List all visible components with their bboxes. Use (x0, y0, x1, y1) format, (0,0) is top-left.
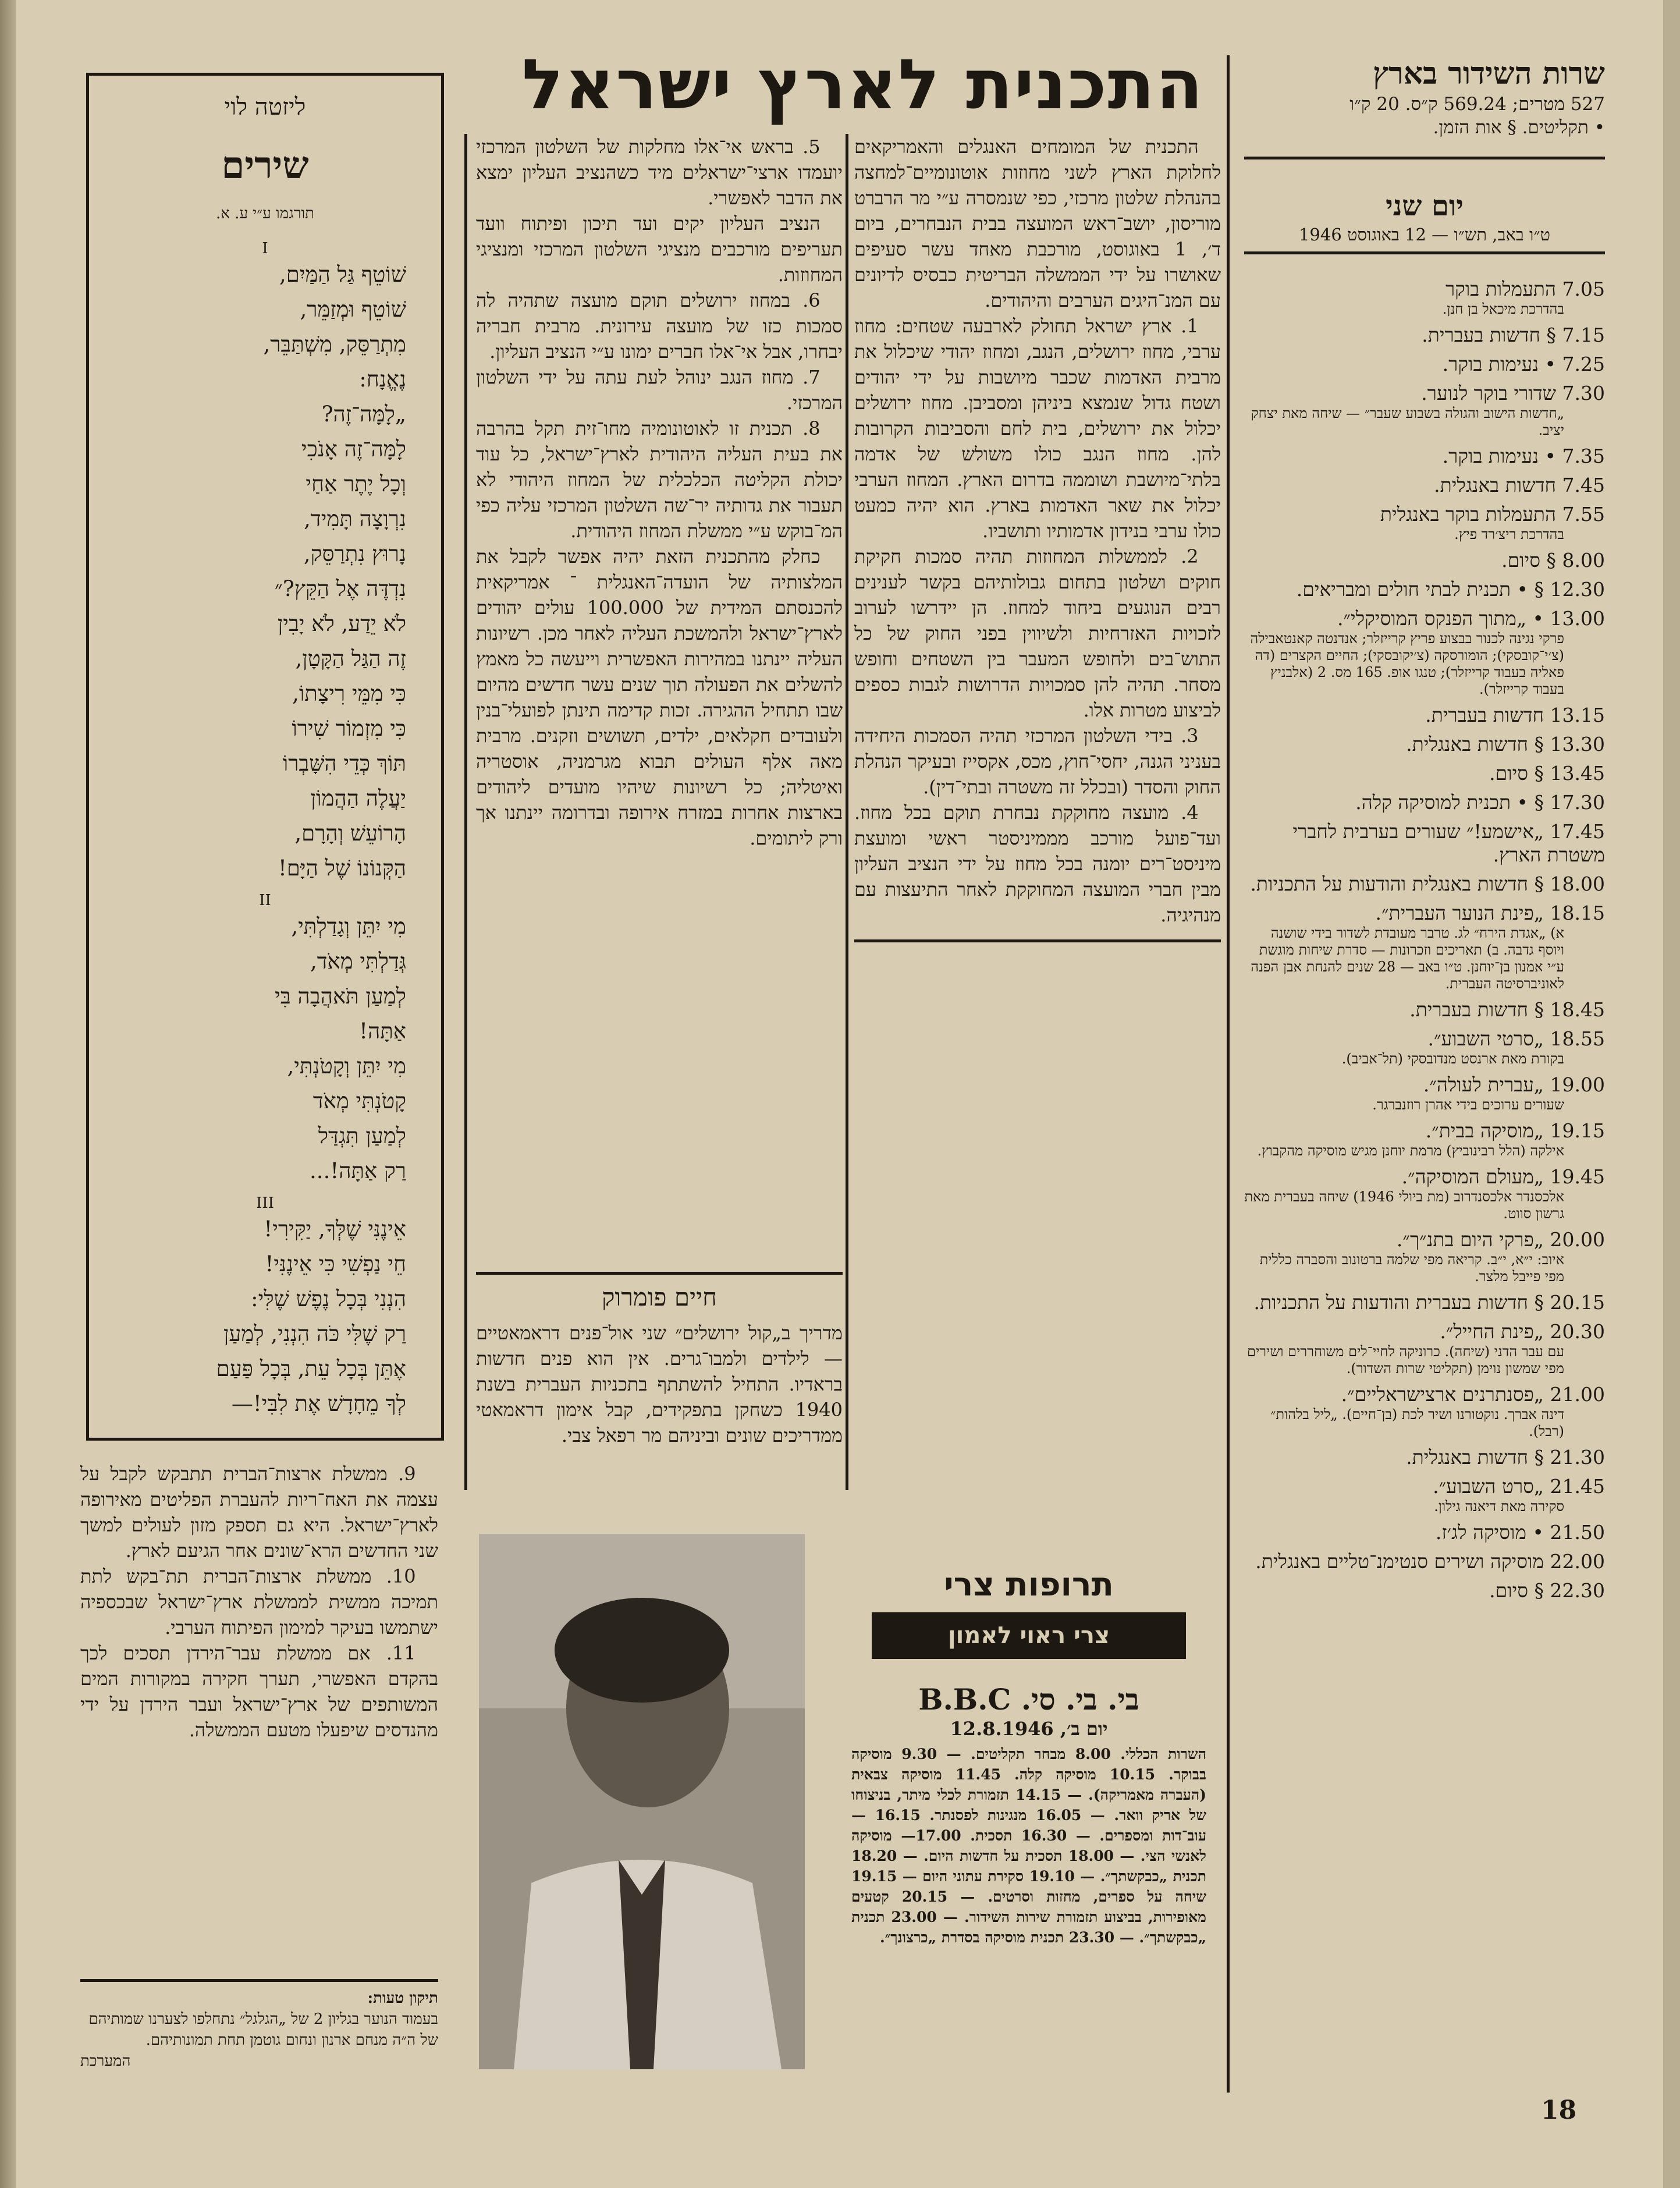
bio-text: מדריך ב„קול ירושלים״ שני אול־פנים דראמאטיים — לילדים ולמבו־גרים. אין הוא פנים חדשות בראדיו. התחיל להשתתף בתכניות העברית בשנת 1940 כשחקן בתפקידים, קבל אימון דראמאטי ממדריכים שונים וביניהם מר רפאל צבי. (476, 1322, 843, 1446)
schedule-item-title: 22.30 § סיום. (1489, 1579, 1605, 1602)
schedule-item-title: 18.00 § חדשות באנגלית והודעות על התכניות. (1250, 873, 1605, 895)
article-paragraph: 1. ארץ ישראל תחולק לארבעה שטחים: מחוז ערבי, מחוז ירושלים, הנגב, ומחוז יהודי שיכלול את מרבית האדמות שכבר מיושבות על ידי יהודים ושטח גדול שנמצא ביניהן ומסביבן. מחוז ירושלים יכלול את ירושלים, בית לחם והסביבות הקרובות להן. מחוז הנגב כולו משולש של אדמה בלתי־מיושבת ושוממה בדרום הארץ. המחוז הערבי יכלול את שאר האדמות בארץ. הוא יהיה כמעט כולו ערבי בנידון אדמותיו ותושביו. (854, 315, 1221, 542)
poem-line: הַקְּנוֹנוֹ שֶׁל הַיָּם! (278, 856, 406, 881)
service-legend: • תקליטים. § אות הזמן. (1433, 117, 1605, 138)
article-paragraph: כחלק מהתכנית הזאת יהיה אפשר לקבל את המלצותיה של הועדה־האנגלית ־ אמריקאית להכנסתם המידית של 100.000 עולים יהודים לארץ־ישראל ולהמשכת העליה לאחר מכן. רשיונות העליה יינתנו במהירות האפשרית וייעשה כל מאמץ להשלים את הפעולה תוך שנים עשר חדשים מהיום שבו תתחיל ההגירה. זכות קדימה תינתן לפועלי־בנין ולעובדים חקלאים, ילדים, תשושים וזקנים. מרבית מאה אלף העולים תבוא מגרמניה, אוסטריה ואיטליה; כל רשיונות שיהיו מועדים ליהודים בארצות אחרות במזרח אירופה ובדרומה יינתנו אך ורק ליתומים. (476, 545, 843, 849)
poem-title: שירים (221, 144, 309, 187)
schedule-item (1244, 1550, 1605, 1573)
schedule-item (1244, 1475, 1605, 1515)
schedule-item (1244, 762, 1605, 785)
poem-box (86, 73, 444, 1441)
poem-line: אֶתֵּן בְּכָל עֵת, בְּכָל פַּעַם (216, 1356, 406, 1381)
poem-line: וְכָל יֶתֶר אַחַי (306, 471, 406, 497)
schedule-item (1244, 1073, 1605, 1113)
schedule-item-title: 17.45 „אישמע!״ שעורים בערבית לחברי משטרת הארץ. (1292, 820, 1605, 866)
schedule-item (1244, 873, 1605, 896)
article-column-1 (854, 134, 1221, 942)
divider (80, 1979, 438, 1982)
newspaper-page (16, 0, 1663, 2188)
errata-title: תיקון טעות: (367, 1990, 438, 2007)
schedule-item (1244, 1119, 1605, 1159)
poem-line: „לָמָּה־זֶה? (321, 402, 406, 427)
schedule-item-title: 7.25 • נעימות בוקר. (1442, 353, 1605, 375)
schedule-item-title: 19.15 „מוסיקה בבית״. (1425, 1119, 1605, 1142)
poem-line: הִנְנִי בְּכָל נֶפֶשׁ שֶׁלִּי: (251, 1286, 406, 1311)
broadcast-schedule (1244, 55, 1605, 1608)
bio-box (476, 1272, 843, 1448)
poem-line: נֶאֱנָח: (359, 367, 406, 392)
poem-line: מִי יִתֵּן וְגָדַלְתִּי, (291, 914, 406, 939)
schedule-item-title: 13.30 § חדשות באנגלית. (1406, 733, 1605, 756)
day-date: ט״ו באב, תש״ו — 12 באוגוסט 1946 (1298, 225, 1551, 244)
schedule-item (1244, 1446, 1605, 1469)
schedule-item-title: 22.00 מוסיקה ושירים סנטימנ־טליים באנגלית. (1255, 1550, 1605, 1573)
schedule-item-title: 19.45 „מעולם המוסיקה״. (1401, 1165, 1605, 1188)
schedule-item-detail: איוב: י״א, י״ב. קריאה מפי שלמה ברטונוב והסברה כללית מפי פייבל מלצר. (1259, 1251, 1564, 1285)
schedule-item (1244, 1291, 1605, 1314)
article-paragraph: 11. אם ממשלת עבר־הירדן תסכים לכך בהקדם האפשרי, תערך חקירה במקורות המים המשותפים של ארץ־ישראל ועבר הירדן על ידי מהנדסים שיפעלו מטעם הממשלה. (80, 1642, 438, 1741)
article-paragraph: הנציב העליון יקים ועד תיכון ופיתוח וועד תעריפים מורכבים מנציגי השלטון המרכזי ומנציגי המחוזות. (476, 212, 843, 286)
schedule-item-title: 13.45 § סיום. (1489, 762, 1605, 785)
divider (854, 939, 1221, 942)
article-paragraph: 7. מחוז הנגב ינוהל לעת עתה על ידי השלטון המרכזי. (476, 366, 843, 414)
poem-line: נִדְדֶּה אֶל הַקֵּץ?״ (274, 576, 406, 601)
schedule-item (1244, 324, 1605, 347)
schedule-item-detail: סקירה מאת דיאנה גילון. (1434, 1498, 1564, 1515)
poem-line: לְמַעַן תֹּאהֲבָה בִּי (275, 984, 406, 1009)
poem-section-number: II (259, 892, 271, 909)
portrait-image (479, 1534, 805, 2069)
schedule-item-detail: „חדשות הישוב והגולה בשבוע שעבר״ — שיחה מאת יצחק יציב. (1251, 405, 1564, 438)
schedule-item (1244, 382, 1605, 439)
ad-brand: תרופות צרי (872, 1566, 1186, 1612)
schedule-list (1244, 278, 1605, 1602)
poem-line: רַק שֶׁלִּי כֹּה הִנְנִי, לְמַעַן (223, 1321, 406, 1346)
schedule-item (1244, 578, 1605, 601)
schedule-item-title: 18.45 § חדשות בעברית. (1409, 998, 1605, 1021)
column-rule (1227, 55, 1230, 2093)
poem-line: לְמַעַן תִּגְדַּל (318, 1123, 406, 1148)
schedule-item-title: 20.00 „פרקי היום בתנ״ך״. (1396, 1228, 1605, 1251)
poem-section-number: III (256, 1194, 274, 1212)
article-headline: התכנית לארץ ישראל (521, 44, 1205, 125)
article-paragraph: 3. בידי השלטון המרכזי תהיה הסמכות היחידה בעניני הגנה, יחסי־חוץ, מכס, אקסייז ובעיקר הנהלת החוק והסדר (ובכלל זה משטרה ובתי־דין). (854, 725, 1221, 798)
schedule-item (1244, 503, 1605, 543)
article-continuation (80, 1461, 438, 1743)
poem-line: הָרוֹעֵשׁ וְהָרָם, (294, 821, 406, 846)
schedule-item-title: 18.15 „פינת הנוער העברית״. (1375, 902, 1605, 924)
article-paragraph: התכנית של המומחים האנגלים והאמריקאים לחלוקת הארץ לשני מחוזות אוטונומיים־למחצה בהנהלת שלטון מרכזי, כפי שנמסרה ע״י מר הרברט מוריסון, יושב־ראש המועצה בבית הנבחרים, ביום ד׳, 1 באוגוסט, מורכבת מאחד עשר סעיפים שאושרו על ידי הממשלה הבריטית כבסיס לדיונים עם המנ־היגים הערבים והיהודים. (854, 136, 1221, 311)
schedule-item-title: 7.30 שדורי בוקר לנוער. (1421, 382, 1605, 405)
poem-line: מִתְרַסֵּק, מִשְׁתַּבֵּר, (263, 332, 406, 357)
schedule-item (1244, 1027, 1605, 1068)
divider (476, 1272, 843, 1275)
errata-signature: המערכת (80, 2052, 131, 2070)
poem-line: נָרוּץ נִתְרַסֵּק, (303, 541, 406, 566)
schedule-item-detail: בהדרכת ריצ׳רד פיץ. (1454, 526, 1564, 542)
ad-slogan: צרי ראוי לאמון (872, 1612, 1186, 1659)
schedule-item-detail: אילקה (הלל רבינוביץ) מרמת יוחנן מגיש מוסיקה מהקבוץ. (1257, 1143, 1564, 1159)
schedule-item (1244, 607, 1605, 698)
page-number: 18 (1541, 2095, 1577, 2125)
schedule-item (1244, 1383, 1605, 1440)
article-paragraph: 6. במחוז ירושלים תוקם מועצה שתהיה לה סמכות כזו של מועצה עירונית. מרבית חבריה יבחרו, אבל אי־אלו חברים ימונו ע״י הנציב העליון. (476, 289, 843, 363)
advertisement (872, 1566, 1186, 1671)
schedule-item (1244, 998, 1605, 1022)
schedule-item (1244, 1320, 1605, 1377)
schedule-item-detail: בהדרכת מיכאל בן חנן. (1442, 301, 1564, 317)
bbc-title: בי. בי. סי. B.B.C (918, 1682, 1139, 1717)
schedule-item-title: 7.05 התעמלות בוקר (1445, 278, 1605, 300)
article-paragraph: 8. תכנית זו לאוטונומיה מחו־זית תקל בהרבה את בעית העליה היהודית לארץ־ישראל, כל עוד יכולת הקליטה הכלכלית של המחוז היהודי לא תעבור את גדותיה יר־שה השלטון המרכזי עליה כפי המ־בוקש ע״י ממשלת המחוז היהודית. (476, 417, 843, 542)
schedule-item-detail: בקורת מאת ארנסט מנדובסקי (תל־אביב). (1341, 1051, 1564, 1067)
errata-text: בעמוד הנוער בגליון 2 של „הגלגל״ נתחלפו לצערנו שמותיהם של ה״ה מנחם ארנון ונחום גוטמן תחת תמונותיהם. (88, 2010, 438, 2049)
schedule-item-title: 21.50 • מוסיקה לג׳ז. (1435, 1521, 1605, 1544)
schedule-item-detail: פרקי נגינה לכנור בבצוע פריץ קרייזלר; אנדנטה קאנטאבילה (צ׳י־קובסקי); הומורסקה (צ׳יקובסקי); החיים הקצרים (דה פאליה בעבוד קרייזלר); טנגו אופ. 165 מס. 2 (אלבניץ בעבוד קרייזלר). (1250, 630, 1564, 697)
schedule-item-detail: שעורים ערוכים בידי אהרן רוזנברגר. (1372, 1097, 1564, 1113)
schedule-item (1244, 820, 1605, 867)
bio-name: חיים פומרוק (602, 1283, 717, 1311)
bbc-text: השרות הכללי. 8.00 מבחר תקליטים. — 9.30 מוסיקה בבוקר. 10.15 מוסיקה קלה. 11.45 מוסיקה צבאית (העברה מאמריקה). — 14.15 תזמורת לכלי מיתר, בניצוחו של אריק וואר. — 16.05 מנגינות לפסנתר. 16.15 — עוב־דות ומספרים. — 16.30 תסכית. 17.00— מוסיקה לאנשי הצי. — 18.00 תסכית על חדשות היום. — 18.20 תכנית „כבקשתך״. — 19.10 סקירת עתוני היום — 19.15 שיחה על ספרים, מחזות וסרטים. — 20.15 קטעים מאופירות, בביצוע תזמורת שירות השידור. — 23.00 תכנית „כבקשתך״. — 23.30 תכנית מוסיקה בסדרת „כרצונך״. (851, 1746, 1207, 1946)
poem-line: תּוֹךְ כְּדֵי הִשָּׁבְרוֹ (282, 751, 406, 776)
portrait-photo (479, 1534, 805, 2069)
schedule-item-title: 20.15 § חדשות בעברית והודעות על התכניות. (1253, 1291, 1605, 1314)
schedule-item (1244, 474, 1605, 497)
poem-line: קָטֹנְתִּי מְאֹד (312, 1088, 406, 1113)
divider (1244, 251, 1605, 254)
schedule-item (1244, 445, 1605, 468)
schedule-item-detail: א) „אגדת הירח״ לג. טרבר מעובדת לשדור בידי שושנה ויוסף גדבה. ב) תאריכים וזכרונות — סדרת שיחות מוגשת ע״י אמנון בן־יוחנן. ט״ו באב — 28 שנים להנחת אבן הפנה לאוניברסיטה העברית. (1251, 925, 1564, 992)
article-column-2 (476, 134, 843, 851)
poem-line: אַתָּה! (359, 1019, 406, 1044)
divider (1244, 157, 1605, 159)
poem-line: רַק אַתָּה!... (310, 1158, 406, 1183)
schedule-item-title: 12.30 § • תכנית לבתי חולים ומבריאים. (1296, 578, 1605, 601)
poem-line: שׁוֹטֵף וּמְזַמֵּר, (300, 297, 406, 322)
schedule-item (1244, 704, 1605, 727)
poem-line: מִי יִתֵּן וְקָטֹנְתִּי, (287, 1054, 406, 1079)
article-paragraph: 2. לממשלות המחוזות תהיה סמכות חקיקת חוקים ושלטון בתחום גבולותיהם בקשר לענינים רבים הנוגעים ביחוד למחוז. הן יידרשו לערוב לזכויות האזרחיות ולשיווין בפני החוק של כל התוש־בים ולחופש המעבר בין השטחים וחופש מסחר. תהיה להן סמכויות הדרושות לגבות כספים לביצוע מטרות אלו. (854, 545, 1221, 721)
day-title: יום שני (1386, 190, 1464, 222)
poem-author: ליזטה לוי (224, 94, 306, 120)
schedule-item-title: 20.30 „פינת החייל״. (1440, 1320, 1605, 1343)
poem-line: כִּי מִזְמוֹר שִׁירוֹ (292, 716, 406, 741)
poem-line: יַעֲלֶה הַהֲמוֹן (310, 786, 406, 811)
poem-line: שׁוֹטֵף גַּל הַמַּיִם, (279, 262, 406, 287)
schedule-item-title: 21.45 „סרט השבוע״. (1433, 1475, 1605, 1498)
poem-body (89, 240, 441, 1421)
schedule-item (1244, 1579, 1605, 1602)
schedule-item (1244, 902, 1605, 992)
bbc-schedule (851, 1682, 1206, 1948)
schedule-item-detail: דינה אברך. נוקטורנו ושיר לכת (בן־חיים). „ליל בלהות״ (רבל). (1270, 1406, 1564, 1439)
schedule-item (1244, 353, 1605, 376)
schedule-item (1244, 791, 1605, 814)
poem-line: חֵי נַפְשִׁי כִּי אֵינֶנִּי! (265, 1251, 406, 1276)
article-paragraph: 4. מועצה מחוקקת נבחרת תוקם בכל מחוז. ועד־פועל מורכב מממיניסטר ראשי ומועצת מיניסט־רים יומנה בכל מחוז על ידי הנציב העליון מבין חברי המועצה המחוקקת לאחר התיעצות עם מנהיגיה. (854, 802, 1221, 926)
poem-section-number: I (262, 240, 268, 257)
column-rule (464, 134, 467, 1490)
poem-line: נִרְוָצָה תָּמִיד, (304, 506, 406, 531)
schedule-item (1244, 733, 1605, 756)
schedule-item-title: 21.00 „פסנתרנים ארצישראליים״. (1341, 1383, 1605, 1406)
schedule-item-detail: עם עבר הדני (שיחה). כרוניקה לחיי־לים משוחררים ושירים מפי שמשון נוימן (תקליטי שרות השדור). (1247, 1343, 1564, 1377)
article-paragraph: 10. ממשלת ארצות־הברית תת־בקש לתת תמיכה ממשית לממשלת ארץ־ישראל שבכספיה ישתמשו בעיקר למימון הפיתוח הערבי. (80, 1565, 438, 1639)
schedule-item-title: 13.00 • „מתוך הפנקס המוסיקלי״. (1337, 607, 1605, 630)
schedule-item-title: 8.00 § סיום. (1501, 549, 1605, 572)
bbc-date: יום ב׳, 12.8.1946 (950, 1718, 1108, 1740)
errata-box (80, 1979, 438, 2072)
schedule-item-title: 18.55 „סרטי השבוע״. (1427, 1027, 1605, 1050)
schedule-item (1244, 1228, 1605, 1285)
schedule-item-title: 7.15 § חדשות בעברית. (1422, 324, 1605, 346)
article-paragraph: 9. ממשלת ארצות־הברית תתבקש לקבל על עצמה את האח־ריות להעברת הפליטים מאירופה לארץ־ישראל. היא גם תספק מזון לעולים למשך שני החדשים הרא־שונים אחר הגיעם לארץ. (80, 1463, 438, 1562)
poem-line: לָמָּה־זֶה אָנֹכִי (301, 437, 406, 462)
schedule-item-title: 17.30 § • תכנית למוסיקה קלה. (1355, 791, 1605, 814)
poem-line: גְּדַלְתִּי מְאֹד, (310, 949, 406, 974)
schedule-item-title: 7.55 התעמלות בוקר באנגלית (1380, 503, 1605, 526)
schedule-item (1244, 549, 1605, 572)
poem-line: זֶה הַגַּל הַקָּטָן, (295, 646, 406, 671)
article-paragraph: 5. בראש אי־אלו מחלקות של השלטון המרכזי יועמדו ארצי־ישראלים מיד כשהנציב העליון ימצא את הדבר לאפשרי. (476, 136, 843, 209)
schedule-item-title: 13.15 חדשות בעברית. (1425, 704, 1605, 726)
schedule-item (1244, 1165, 1605, 1222)
column-rule (846, 134, 848, 1490)
poem-line: אֵינֶנִּי שֶׁלְּךָ, יַקִּירִי! (264, 1217, 406, 1242)
poem-translator: תורגמו ע״י ע. א. (216, 205, 314, 222)
service-detail: 527 מטרים; 569.24 ק״ס. 20 ק״ו (1349, 94, 1605, 115)
schedule-item-title: 7.45 חדשות באנגלית. (1434, 474, 1605, 497)
schedule-item (1244, 1521, 1605, 1544)
poem-line: לְךָ מֵחָדָשׁ אֶת לִבִּי!— (231, 1391, 406, 1416)
schedule-item-detail: אלכסנדר אלכסנדרוב (מת ביולי 1946) שיחה בעברית מאת גרשון סווט. (1244, 1189, 1564, 1222)
schedule-item (1244, 278, 1605, 318)
service-title: שרות השידור בארץ (1373, 56, 1605, 91)
schedule-item-title: 21.30 § חדשות באנגלית. (1406, 1446, 1605, 1469)
poem-line: כִּי מִמֵּי רִיצָתוֹ, (292, 681, 406, 706)
poem-line: לֹא יֵדַע, לֹא יָבִין (277, 611, 406, 636)
schedule-item-title: 7.35 • נעימות בוקר. (1442, 445, 1605, 467)
schedule-item-title: 19.00 „עברית לעולה״. (1423, 1073, 1605, 1096)
